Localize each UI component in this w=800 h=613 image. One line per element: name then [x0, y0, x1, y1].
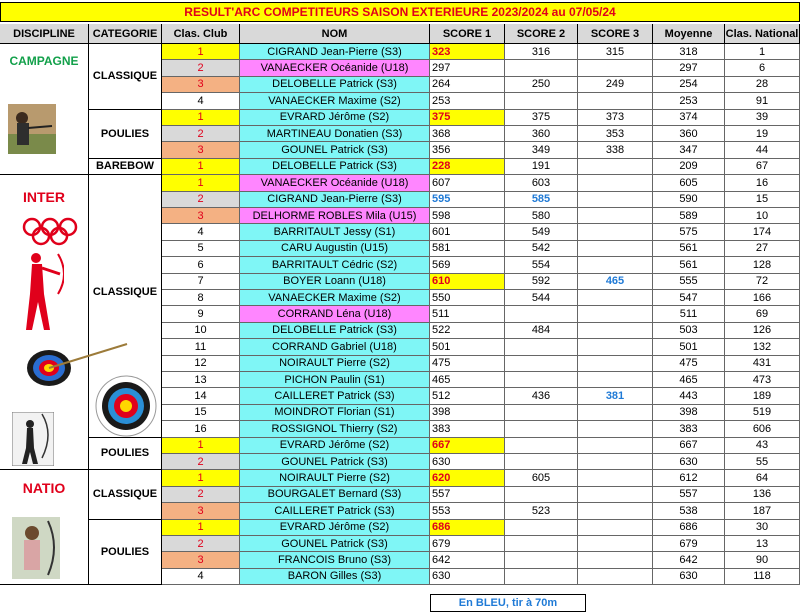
archer-name-cell: CIGRAND Jean-Pierre (S3) — [240, 44, 430, 60]
score-3-cell — [578, 306, 653, 322]
score-2-cell: 191 — [505, 159, 578, 175]
average-cell: 209 — [653, 159, 725, 175]
average-cell: 630 — [653, 454, 725, 470]
campagne-archer-photo — [8, 104, 56, 154]
score-1-cell: 642 — [430, 552, 505, 568]
score-1-cell: 323 — [430, 44, 505, 60]
score-1-cell: 553 — [430, 503, 505, 519]
archer-name-cell: MOINDROT Florian (S1) — [240, 405, 430, 421]
national-rank-cell: 30 — [725, 520, 800, 536]
national-rank-cell: 43 — [725, 438, 800, 454]
average-cell: 605 — [653, 175, 725, 191]
national-rank-cell: 72 — [725, 274, 800, 290]
club-rank-cell: 2 — [162, 487, 240, 503]
red-archer-silhouette-icon — [20, 250, 64, 334]
national-rank-cell: 64 — [725, 470, 800, 486]
score-1-cell: 465 — [430, 372, 505, 388]
national-rank-cell: 174 — [725, 224, 800, 240]
results-table — [0, 24, 800, 586]
score-1-cell: 398 — [430, 405, 505, 421]
national-rank-cell: 16 — [725, 175, 800, 191]
average-cell: 475 — [653, 356, 725, 372]
score-3-cell — [578, 405, 653, 421]
score-2-cell: 436 — [505, 388, 578, 404]
club-rank-cell: 13 — [162, 372, 240, 388]
score-3-cell — [578, 487, 653, 503]
archer-name-cell: GOUNEL Patrick (S3) — [240, 454, 430, 470]
club-rank-cell: 3 — [162, 77, 240, 93]
average-cell: 589 — [653, 208, 725, 224]
club-rank-cell: 14 — [162, 388, 240, 404]
footnote-blue-70m: En BLEU, tir à 70m — [430, 594, 586, 612]
archer-name-cell: CARU Augustin (U15) — [240, 241, 430, 257]
score-3-cell — [578, 552, 653, 568]
average-cell: 383 — [653, 421, 725, 437]
score-2-cell: 349 — [505, 142, 578, 158]
national-rank-cell: 1 — [725, 44, 800, 60]
national-rank-cell: 67 — [725, 159, 800, 175]
score-2-cell — [505, 405, 578, 421]
archer-name-cell: VANAECKER Maxime (S2) — [240, 290, 430, 306]
score-2-cell — [505, 536, 578, 552]
national-rank-cell: 91 — [725, 93, 800, 109]
archer-name-cell: MARTINEAU Donatien (S3) — [240, 126, 430, 142]
score-3-cell: 249 — [578, 77, 653, 93]
archer-name-cell: CORRAND Léna (U18) — [240, 306, 430, 322]
score-2-cell — [505, 356, 578, 372]
score-2-cell: 554 — [505, 257, 578, 273]
average-cell: 360 — [653, 126, 725, 142]
club-rank-cell: 2 — [162, 60, 240, 76]
club-rank-cell: 6 — [162, 257, 240, 273]
club-rank-cell: 2 — [162, 126, 240, 142]
score-2-cell: 549 — [505, 224, 578, 240]
average-cell: 555 — [653, 274, 725, 290]
score-1-cell: 253 — [430, 93, 505, 109]
club-rank-cell: 4 — [162, 224, 240, 240]
olympic-rings-icon — [22, 217, 78, 247]
club-rank-cell: 1 — [162, 159, 240, 175]
club-rank-cell: 2 — [162, 454, 240, 470]
archer-name-cell: NOIRAULT Pierre (S2) — [240, 356, 430, 372]
club-rank-cell: 3 — [162, 503, 240, 519]
national-rank-cell: 519 — [725, 405, 800, 421]
club-rank-cell: 16 — [162, 421, 240, 437]
score-3-cell — [578, 159, 653, 175]
archer-name-cell: PICHON Paulin (S1) — [240, 372, 430, 388]
archer-name-cell: BARON Gilles (S3) — [240, 569, 430, 585]
score-3-cell — [578, 93, 653, 109]
club-rank-cell: 1 — [162, 44, 240, 60]
score-2-cell: 603 — [505, 175, 578, 191]
national-rank-cell: 27 — [725, 241, 800, 257]
score-2-cell — [505, 372, 578, 388]
score-3-cell — [578, 224, 653, 240]
score-2-cell: 580 — [505, 208, 578, 224]
score-3-cell — [578, 175, 653, 191]
column-header: NOM — [240, 24, 430, 44]
archer-name-cell: VANAECKER Océanide (U18) — [240, 60, 430, 76]
archer-name-cell: GOUNEL Patrick (S3) — [240, 536, 430, 552]
score-3-cell — [578, 323, 653, 339]
discipline-label: CAMPAGNE — [9, 54, 79, 68]
score-3-cell: 381 — [578, 388, 653, 404]
score-3-cell: 353 — [578, 126, 653, 142]
club-rank-cell: 1 — [162, 470, 240, 486]
score-2-cell: 592 — [505, 274, 578, 290]
score-2-cell — [505, 339, 578, 355]
archer-photo — [12, 412, 54, 466]
score-3-cell — [578, 421, 653, 437]
score-3-cell — [578, 536, 653, 552]
category-cell: POULIES — [89, 438, 162, 471]
club-rank-cell: 1 — [162, 438, 240, 454]
national-rank-cell: 15 — [725, 192, 800, 208]
average-cell: 575 — [653, 224, 725, 240]
category-cell: BAREBOW — [89, 159, 162, 175]
score-2-cell: 250 — [505, 77, 578, 93]
club-rank-cell: 1 — [162, 110, 240, 126]
archer-name-cell: NOIRAULT Pierre (S2) — [240, 470, 430, 486]
category-cell: POULIES — [89, 110, 162, 159]
club-rank-cell: 10 — [162, 323, 240, 339]
archer-name-cell: CAILLERET Patrick (S3) — [240, 503, 430, 519]
score-1-cell: 511 — [430, 306, 505, 322]
score-3-cell — [578, 339, 653, 355]
column-header: Clas. Club — [162, 24, 240, 44]
archer-name-cell: DELOBELLE Patrick (S3) — [240, 77, 430, 93]
column-header: CATEGORIE — [89, 24, 162, 44]
national-rank-cell: 473 — [725, 372, 800, 388]
archer-name-cell: BARRITAULT Cédric (S2) — [240, 257, 430, 273]
score-2-cell — [505, 60, 578, 76]
average-cell: 374 — [653, 110, 725, 126]
national-rank-cell: 39 — [725, 110, 800, 126]
score-1-cell: 297 — [430, 60, 505, 76]
category-cell: CLASSIQUE — [89, 470, 162, 519]
score-3-cell — [578, 470, 653, 486]
club-rank-cell: 7 — [162, 274, 240, 290]
score-2-cell: 605 — [505, 470, 578, 486]
score-1-cell: 667 — [430, 438, 505, 454]
average-cell: 398 — [653, 405, 725, 421]
average-cell: 679 — [653, 536, 725, 552]
national-rank-cell: 132 — [725, 339, 800, 355]
average-cell: 443 — [653, 388, 725, 404]
column-header: Moyenne — [653, 24, 725, 44]
average-cell: 465 — [653, 372, 725, 388]
archer-name-cell: VANAECKER Océanide (U18) — [240, 175, 430, 191]
average-cell: 501 — [653, 339, 725, 355]
average-cell: 538 — [653, 503, 725, 519]
average-cell: 612 — [653, 470, 725, 486]
national-rank-cell: 28 — [725, 77, 800, 93]
score-3-cell — [578, 60, 653, 76]
score-1-cell: 620 — [430, 470, 505, 486]
score-3-cell — [578, 454, 653, 470]
score-2-cell: 585 — [505, 192, 578, 208]
archer-name-cell: DELHORME ROBLES Mila (U15) — [240, 208, 430, 224]
score-1-cell: 375 — [430, 110, 505, 126]
score-3-cell — [578, 290, 653, 306]
archer-name-cell: EVRARD Jérôme (S2) — [240, 520, 430, 536]
score-2-cell — [505, 520, 578, 536]
average-cell: 511 — [653, 306, 725, 322]
score-1-cell: 610 — [430, 274, 505, 290]
national-rank-cell: 431 — [725, 356, 800, 372]
score-3-cell — [578, 241, 653, 257]
score-2-cell: 360 — [505, 126, 578, 142]
score-3-cell: 338 — [578, 142, 653, 158]
column-header: SCORE 1 — [430, 24, 505, 44]
club-rank-cell: 2 — [162, 536, 240, 552]
average-cell: 667 — [653, 438, 725, 454]
score-1-cell: 356 — [430, 142, 505, 158]
score-1-cell: 569 — [430, 257, 505, 273]
score-3-cell — [578, 520, 653, 536]
club-rank-cell: 8 — [162, 290, 240, 306]
score-1-cell: 686 — [430, 520, 505, 536]
score-1-cell: 601 — [430, 224, 505, 240]
score-2-cell — [505, 421, 578, 437]
club-rank-cell: 1 — [162, 175, 240, 191]
archer-name-cell: CAILLERET Patrick (S3) — [240, 388, 430, 404]
club-rank-cell: 1 — [162, 520, 240, 536]
score-3-cell — [578, 356, 653, 372]
archer-name-cell: GOUNEL Patrick (S3) — [240, 142, 430, 158]
score-1-cell: 228 — [430, 159, 505, 175]
score-2-cell — [505, 487, 578, 503]
club-rank-cell: 15 — [162, 405, 240, 421]
score-2-cell — [505, 552, 578, 568]
score-2-cell: 542 — [505, 241, 578, 257]
average-cell: 547 — [653, 290, 725, 306]
score-1-cell: 557 — [430, 487, 505, 503]
archer-name-cell: BARRITAULT Jessy (S1) — [240, 224, 430, 240]
national-rank-cell: 90 — [725, 552, 800, 568]
club-rank-cell: 4 — [162, 569, 240, 585]
score-3-cell — [578, 438, 653, 454]
score-1-cell: 630 — [430, 454, 505, 470]
club-rank-cell: 3 — [162, 552, 240, 568]
national-rank-cell: 128 — [725, 257, 800, 273]
national-rank-cell: 55 — [725, 454, 800, 470]
score-2-cell: 316 — [505, 44, 578, 60]
score-3-cell — [578, 208, 653, 224]
national-rank-cell: 6 — [725, 60, 800, 76]
score-2-cell — [505, 454, 578, 470]
average-cell: 297 — [653, 60, 725, 76]
score-3-cell — [578, 569, 653, 585]
archer-name-cell: VANAECKER Maxime (S2) — [240, 93, 430, 109]
score-1-cell: 368 — [430, 126, 505, 142]
score-3-cell — [578, 372, 653, 388]
score-1-cell: 679 — [430, 536, 505, 552]
archer-name-cell: CORRAND Gabriel (U18) — [240, 339, 430, 355]
score-3-cell — [578, 192, 653, 208]
club-rank-cell: 4 — [162, 93, 240, 109]
national-rank-cell: 19 — [725, 126, 800, 142]
score-1-cell: 522 — [430, 323, 505, 339]
national-rank-cell: 13 — [725, 536, 800, 552]
discipline-label: INTER — [23, 189, 65, 206]
archer-name-cell: CIGRAND Jean-Pierre (S3) — [240, 192, 430, 208]
score-1-cell: 512 — [430, 388, 505, 404]
national-rank-cell: 118 — [725, 569, 800, 585]
score-1-cell: 550 — [430, 290, 505, 306]
score-1-cell: 383 — [430, 421, 505, 437]
club-rank-cell: 3 — [162, 208, 240, 224]
category-cell: POULIES — [89, 520, 162, 586]
average-cell: 630 — [653, 569, 725, 585]
club-rank-cell: 5 — [162, 241, 240, 257]
page-title: RESULT'ARC COMPETITEURS SAISON EXTERIEURE 2023/2024 au 07/05/24 — [0, 2, 800, 22]
national-rank-cell: 126 — [725, 323, 800, 339]
national-rank-cell: 166 — [725, 290, 800, 306]
category-cell: CLASSIQUE — [89, 44, 162, 110]
average-cell: 318 — [653, 44, 725, 60]
score-1-cell: 501 — [430, 339, 505, 355]
national-rank-cell: 69 — [725, 306, 800, 322]
national-rank-cell: 606 — [725, 421, 800, 437]
target-face-icon — [95, 375, 157, 437]
national-rank-cell: 44 — [725, 142, 800, 158]
archer-name-cell: EVRARD Jérôme (S2) — [240, 438, 430, 454]
archer-name-cell: BOYER Loann (U18) — [240, 274, 430, 290]
natio-archer-photo — [12, 517, 60, 579]
club-rank-cell: 11 — [162, 339, 240, 355]
average-cell: 642 — [653, 552, 725, 568]
average-cell: 561 — [653, 241, 725, 257]
score-2-cell: 523 — [505, 503, 578, 519]
average-cell: 561 — [653, 257, 725, 273]
club-rank-cell: 2 — [162, 192, 240, 208]
average-cell: 253 — [653, 93, 725, 109]
national-rank-cell: 136 — [725, 487, 800, 503]
score-2-cell: 375 — [505, 110, 578, 126]
score-3-cell: 373 — [578, 110, 653, 126]
club-rank-cell: 3 — [162, 142, 240, 158]
score-2-cell — [505, 438, 578, 454]
average-cell: 557 — [653, 487, 725, 503]
score-1-cell: 264 — [430, 77, 505, 93]
average-cell: 686 — [653, 520, 725, 536]
discipline-label: NATIO — [22, 480, 66, 497]
score-3-cell: 465 — [578, 274, 653, 290]
average-cell: 503 — [653, 323, 725, 339]
score-3-cell: 315 — [578, 44, 653, 60]
archer-name-cell: DELOBELLE Patrick (S3) — [240, 159, 430, 175]
national-rank-cell: 187 — [725, 503, 800, 519]
score-1-cell: 607 — [430, 175, 505, 191]
average-cell: 590 — [653, 192, 725, 208]
score-1-cell: 595 — [430, 192, 505, 208]
national-rank-cell: 10 — [725, 208, 800, 224]
score-3-cell — [578, 503, 653, 519]
archer-name-cell: ROSSIGNOL Thierry (S2) — [240, 421, 430, 437]
national-rank-cell: 189 — [725, 388, 800, 404]
score-2-cell — [505, 306, 578, 322]
archer-name-cell: EVRARD Jérôme (S2) — [240, 110, 430, 126]
column-header: SCORE 3 — [578, 24, 653, 44]
club-rank-cell: 9 — [162, 306, 240, 322]
score-1-cell: 630 — [430, 569, 505, 585]
score-2-cell — [505, 93, 578, 109]
score-2-cell — [505, 569, 578, 585]
club-rank-cell: 12 — [162, 356, 240, 372]
score-1-cell: 598 — [430, 208, 505, 224]
archer-name-cell: FRANCOIS Bruno (S3) — [240, 552, 430, 568]
column-header: SCORE 2 — [505, 24, 578, 44]
archer-name-cell: BOURGALET Bernard (S3) — [240, 487, 430, 503]
score-1-cell: 581 — [430, 241, 505, 257]
category-cell: CLASSIQUE — [89, 175, 162, 437]
column-header: Clas. National — [725, 24, 800, 44]
score-2-cell: 484 — [505, 323, 578, 339]
average-cell: 254 — [653, 77, 725, 93]
average-cell: 347 — [653, 142, 725, 158]
column-header: DISCIPLINE — [0, 24, 89, 44]
score-2-cell: 544 — [505, 290, 578, 306]
score-3-cell — [578, 257, 653, 273]
archer-name-cell: DELOBELLE Patrick (S3) — [240, 323, 430, 339]
score-1-cell: 475 — [430, 356, 505, 372]
